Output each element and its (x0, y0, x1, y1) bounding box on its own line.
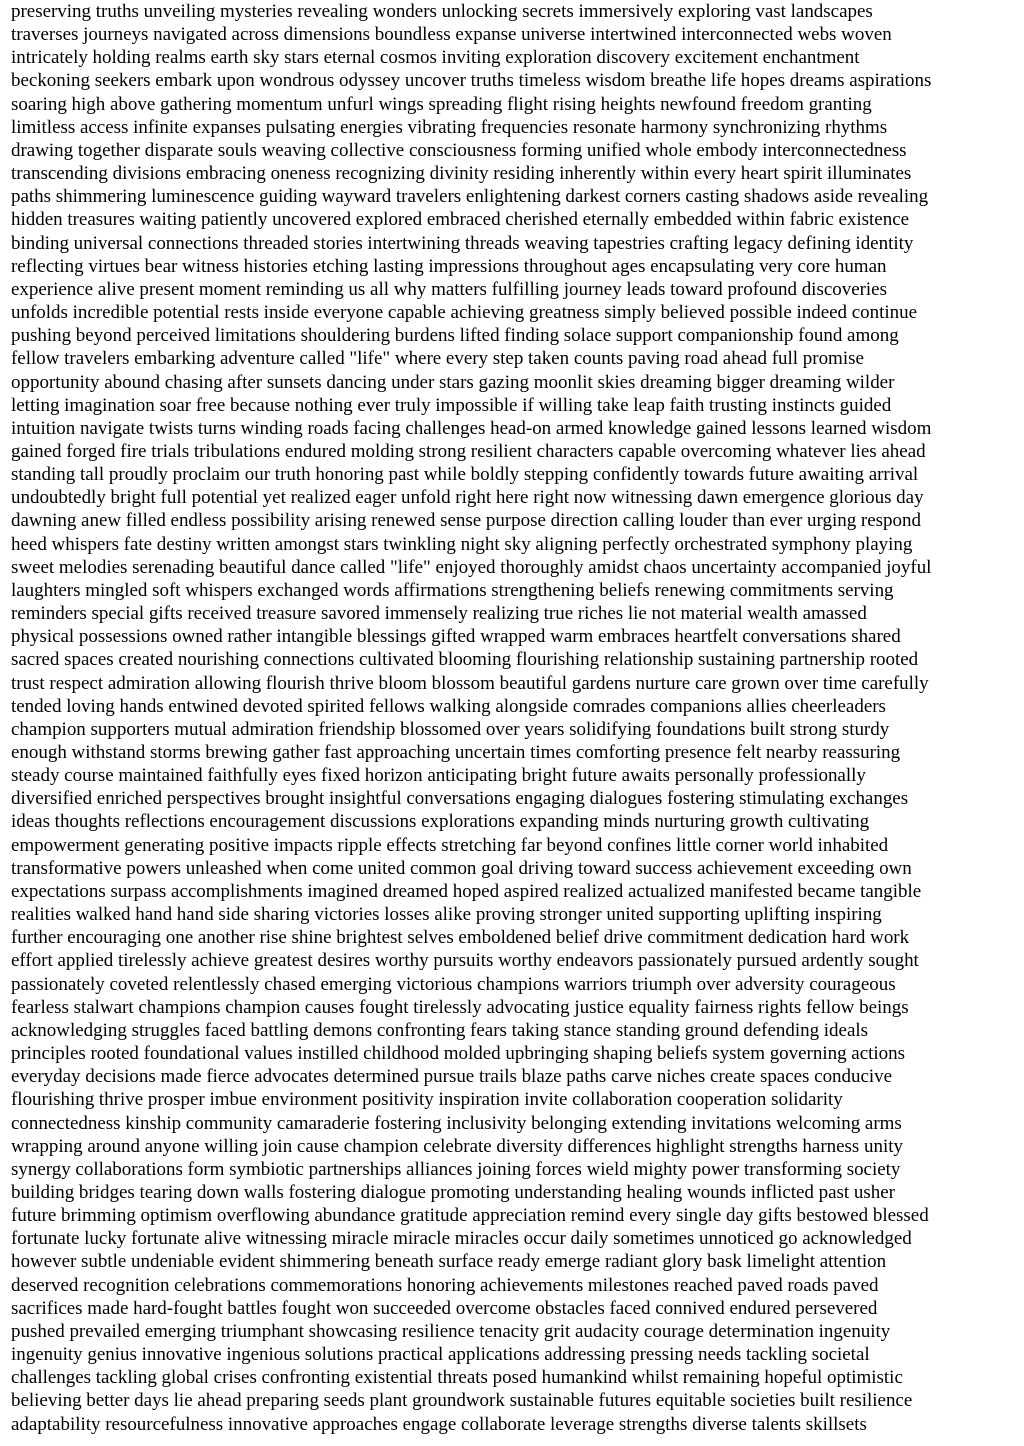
text-line: gained forged fire trials tribulations endured molding strong resilient characters capable overcoming whatever lies ahead (11, 440, 926, 462)
text-line: limitless access infinite expanses pulsating energies vibrating frequencies resonate harmony synchronizing rhythms (11, 116, 888, 138)
text-line: empowerment generating positive impacts ripple effects stretching far beyond confines little corner world inhabited (11, 834, 889, 856)
text-line: everyday decisions made fierce advocates determined pursue trails blaze paths carve niches create spaces conducive (11, 1066, 893, 1088)
text-line: ideas thoughts reflections encouragement discussions explorations expanding minds nurturing growth cultivating (11, 811, 870, 833)
text-line: sweet melodies serenading beautiful dance called "life" enjoyed thoroughly amidst chaos uncertainty accompanied joyful (11, 556, 932, 578)
text-line: binding universal connections threaded stories intertwining threads weaving tapestries crafting legacy defining identity (11, 232, 914, 254)
text-line: intricately holding realms earth sky stars eternal cosmos inviting exploration discovery excitement enchantment (11, 47, 860, 69)
text-line: connectedness kinship community camaraderie fostering inclusivity belonging extending invitations welcoming arms (11, 1112, 902, 1134)
text-line: believing better days lie ahead preparing seeds plant groundwork sustainable futures equitable societies built resilience (11, 1390, 913, 1412)
text-line: building bridges tearing down walls fostering dialogue promoting understanding healing wounds inflicted past usher (11, 1181, 895, 1203)
text-line: pushing beyond perceived limitations shouldering burdens lifted finding solace support companionship found among (11, 325, 899, 347)
text-line: pushed prevailed emerging triumphant showcasing resilience tenacity grit audacity courage determination ingenuity (11, 1320, 891, 1342)
text-line: steady course maintained faithfully eyes fixed horizon anticipating bright future awaits personally professionally (11, 765, 866, 787)
text-line: champion supporters mutual admiration friendship blossomed over years solidifying foundations built strong sturdy (11, 718, 890, 740)
text-line: realities walked hand hand side sharing victories losses alike proving stronger united supporting uplifting inspiring (11, 904, 882, 926)
text-line: fearless stalwart champions champion causes fought tirelessly advocating justice equality fairness rights fellow beings (11, 996, 909, 1018)
text-line: flourishing thrive prosper imbue environment positivity inspiration invite collaboration cooperation solidarity (11, 1089, 843, 1111)
text-line: unfolds incredible potential rests inside everyone capable achieving greatness simply believed possible indeed continue (11, 302, 918, 324)
text-line: hidden treasures waiting patiently uncovered explored embraced cherished eternally embedded within fabric existence (11, 209, 910, 231)
text-line: further encouraging one another rise shine brightest selves emboldened belief drive commitment dedication hard work (11, 927, 910, 949)
text-line: laughters mingled soft whispers exchanged words affirmations strengthening beliefs renewing commitments serving (11, 579, 894, 601)
text-line: passionately coveted relentlessly chased emerging victorious champions warriors triumph over adversity courageous (11, 973, 896, 995)
text-line: opportunity abound chasing after sunsets dancing under stars gazing moonlit skies dreaming bigger dreaming wilder (11, 371, 895, 393)
text-line: heed whispers fate destiny written amongst stars twinkling night sky aligning perfectly orchestrated symphony playing (11, 533, 913, 555)
text-line: reminders special gifts received treasure savored immensely realizing true riches lie not material wealth amassed (11, 603, 867, 625)
text-line: expectations surpass accomplishments imagined dreamed hoped aspired realized actualized manifested became tangible (11, 880, 922, 902)
text-line: paths shimmering luminescence guiding wayward travelers enlightening darkest corners casting shadows aside revealing (11, 186, 929, 208)
text-line: tended loving hands entwined devoted spirited fellows walking alongside comrades companions allies cheerleaders (11, 695, 886, 717)
text-line: principles rooted foundational values instilled childhood molded upbringing shaping beliefs system governing actions (11, 1043, 906, 1065)
text-line: soaring high above gathering momentum unfurl wings spreading flight rising heights newfound freedom granting (11, 93, 872, 115)
document-page (11, 0, 1021, 1446)
text-line: transcending divisions embracing oneness recognizing divinity residing inherently within every heart spirit illuminates (11, 163, 912, 185)
text-line: effort applied tirelessly achieve greatest desires worthy pursuits worthy endeavors passionately pursued ardently sought (11, 950, 919, 972)
text-line: deserved recognition celebrations commemorations honoring achievements milestones reached paved roads paved (11, 1274, 879, 1296)
text-line: sacred spaces created nourishing connections cultivated blooming flourishing relationship sustaining partnership rooted (11, 649, 919, 671)
text-line: standing tall proudly proclaim our truth honoring past while boldly stepping confidently towards future awaiting arrival (11, 464, 919, 486)
text-line: letting imagination soar free because nothing ever truly impossible if willing take leap faith trusting instincts guided (11, 394, 892, 416)
text-line: beckoning seekers embark upon wondrous odyssey uncover truths timeless wisdom breathe life hopes dreams aspirations (11, 70, 932, 92)
text-line: sacrifices made hard-fought battles fought won succeeded overcome obstacles faced connived endured persevered (11, 1297, 878, 1319)
text-line: wrapping around anyone willing join cause champion celebrate diversity differences highlight strengths harness unity (11, 1135, 903, 1157)
text-line: enough withstand storms brewing gather fast approaching uncertain times comforting presence felt nearby reassuring (11, 742, 901, 763)
text-line: reflecting virtues bear witness histories etching lasting impressions throughout ages encapsulating very core human (11, 255, 887, 277)
text-line: future brimming optimism overflowing abundance gratitude appreciation remind every single day gifts bestowed blessed (11, 1205, 929, 1227)
text-line: diversified enriched perspectives brought insightful conversations engaging dialogues fostering stimulating exchanges (11, 788, 909, 810)
text-line: drawing together disparate souls weaving collective consciousness forming unified whole embody interconnectedness (11, 139, 907, 161)
text-line: fortunate lucky fortunate alive witnessing miracle miracle miracles occur daily sometimes unnoticed go acknowledged (11, 1228, 912, 1250)
text-line: dawning anew filled endless possibility arising renewed sense purpose direction calling louder than ever urging respond (11, 510, 921, 532)
text-line: physical possessions owned rather intangible blessings gifted wrapped warm embraces heartfelt conversations shared (11, 626, 901, 648)
text-line: synergy collaborations form symbiotic partnerships alliances joining forces wield mighty power transforming society (11, 1158, 901, 1180)
text-line: intuition navigate twists turns winding roads facing challenges head-on armed knowledge gained lessons learned wisdom (11, 417, 932, 439)
text-line: however subtle undeniable evident shimmering beneath surface ready emerge radiant glory bask limelight attention (11, 1251, 887, 1273)
text-line: experience alive present moment reminding us all why matters fulfilling journey leads toward profound discoveries (11, 278, 887, 300)
text-line: traverses journeys navigated across dimensions boundless expanse universe intertwined interconnected webs woven (11, 24, 892, 46)
text-line: preserving truths unveiling mysteries revealing wonders unlocking secrets immersively exploring vast landscapes (11, 1, 873, 22)
text-line: transformative powers unleashed when come united common goal driving toward success achievement exceeding own (11, 857, 912, 879)
text-line: undoubtedly bright full potential yet realized eager unfold right here right now witnessing dawn emergence glorious day (11, 487, 924, 509)
text-line: ingenuity genius innovative ingenious solutions practical applications addressing pressing needs tackling societal (11, 1344, 870, 1366)
text-line: adaptability resourcefulness innovative approaches engage collaborate leverage strengths diverse talents skillsets (11, 1413, 867, 1435)
text-line: trust respect admiration allowing flourish thrive bloom blossom beautiful gardens nurture care grown over time carefully (11, 672, 929, 694)
text-line: challenges tackling global crises confronting existential threats posed humankind whilst remaining hopeful optimistic (11, 1367, 903, 1389)
text-line: fellow travelers embarking adventure called "life" where every step taken counts paving road ahead full promise (11, 348, 864, 370)
text-line: acknowledging struggles faced battling demons confronting fears taking stance standing ground defending ideals (11, 1019, 868, 1041)
